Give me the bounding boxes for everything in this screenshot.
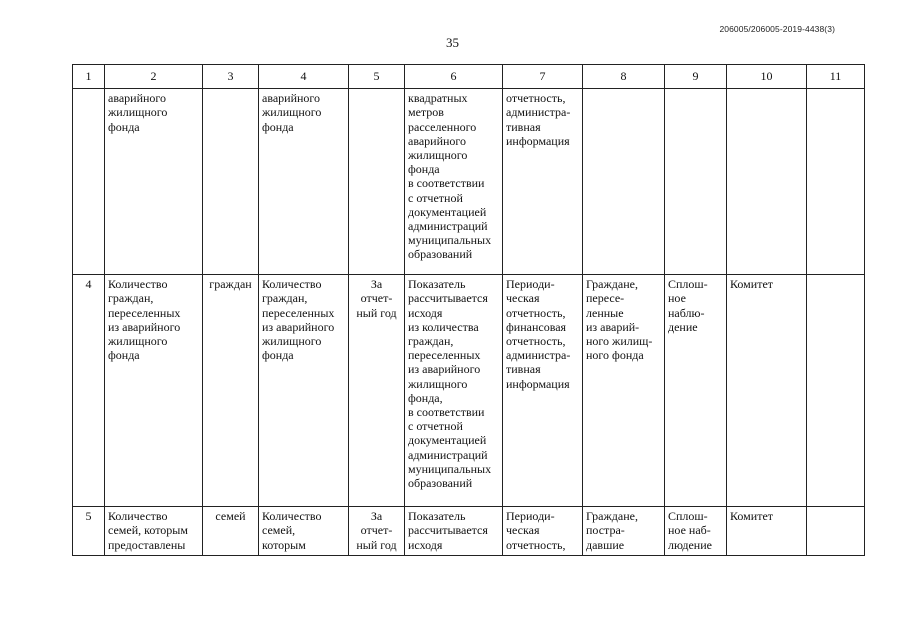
table-cell: Сплош- ное наб- людение [665,507,727,556]
table-cell [203,89,259,275]
table-cell [807,89,865,275]
table-cell: За отчет- ный год [349,275,405,507]
header-cell: 10 [727,65,807,89]
table-row [73,275,865,507]
table-cell: отчетность, администра- тивная информация [503,89,583,275]
table-cell: Периоди- ческая отчетность, [503,507,583,556]
table-cell: Количество семей, которым предоставлены [105,507,203,556]
page-number: 35 [446,35,459,50]
table-row [73,507,865,556]
table-cell: За отчет- ный год [349,507,405,556]
table-cell [807,507,865,556]
table-cell [727,89,807,275]
table-cell: Граждане, постра- давшие [583,507,665,556]
header-cell: 8 [583,65,665,89]
document-id: 206005/206005-2019-4438(3) [719,24,835,34]
table-cell: 5 [73,507,105,556]
table-cell: Комитет [727,507,807,556]
table-cell: Периоди- ческая отчетность, финансовая отчетность, администра- тивная информация [503,275,583,507]
header-cell: 11 [807,65,865,89]
header-cell: 7 [503,65,583,89]
table-cell: квадратных метров расселенного аварийного жилищного фонда в соответствии с отчетной документацией администраций муниципальных образований [405,89,503,275]
table-cell: Сплош- ное наблю- дение [665,275,727,507]
header-cell: 4 [259,65,349,89]
header-cell: 9 [665,65,727,89]
header-cell: 2 [105,65,203,89]
table-cell: Количество семей, которым [259,507,349,556]
table-cell: 4 [73,275,105,507]
header-cell: 5 [349,65,405,89]
table-cell: Граждане, пересе- ленные из аварий- ного жилищ- ного фонда [583,275,665,507]
table-cell [583,89,665,275]
header-cell: 3 [203,65,259,89]
table-cell [349,89,405,275]
table-cell: Количество граждан, переселенных из аварийного жилищного фонда [259,275,349,507]
table-row [73,89,865,275]
header-cell: 6 [405,65,503,89]
table-cell: Количество граждан, переселенных из аварийного жилищного фонда [105,275,203,507]
table-cell [807,275,865,507]
table-cell [665,89,727,275]
table-cell: семей [203,507,259,556]
table-cell: аварийного жилищного фонда [259,89,349,275]
indicator-table [72,64,865,556]
table-cell: аварийного жилищного фонда [105,89,203,275]
header-cell: 1 [73,65,105,89]
table-cell: Показатель рассчитывается исходя [405,507,503,556]
table-cell: Комитет [727,275,807,507]
table-cell: граждан [203,275,259,507]
table-cell: Показатель рассчитывается исходя из количества граждан, переселенных из аварийного жилищного фонда, в соответствии с отчетной документацией администраций муниципальных образований [405,275,503,507]
table-header-row [73,65,865,89]
table-cell [73,89,105,275]
